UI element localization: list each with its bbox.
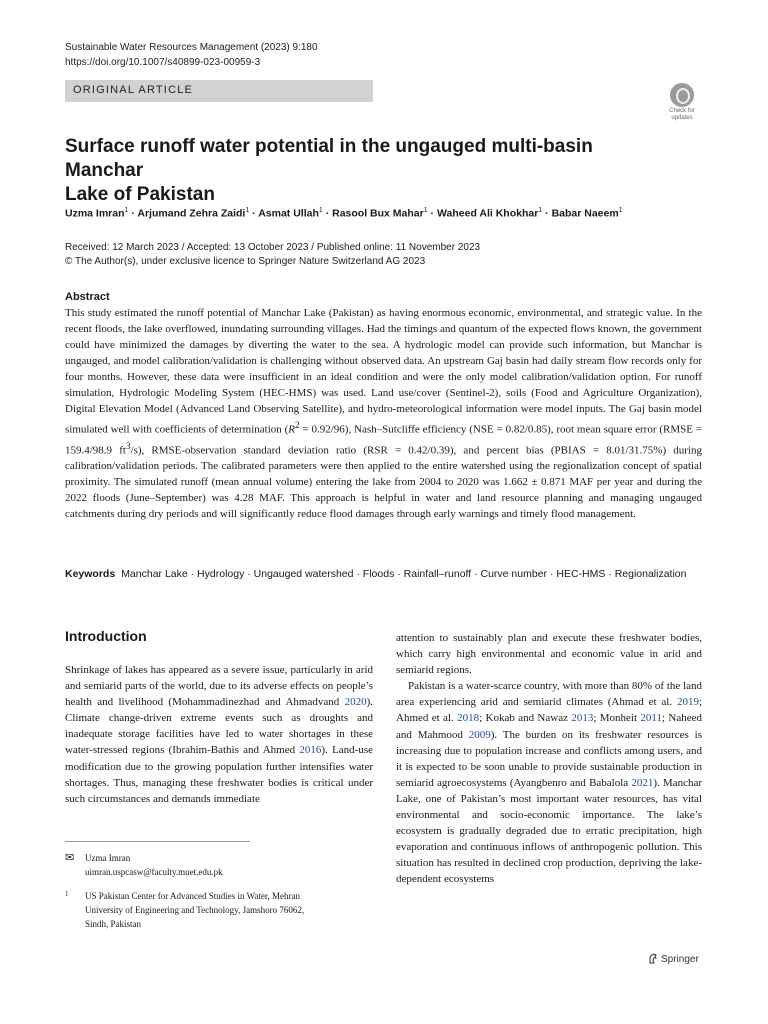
author-name[interactable]: Rasool Bux Mahar [332,207,424,220]
introduction-heading: Introduction [65,628,147,644]
publisher-logo [648,953,699,965]
keywords-label: Keywords [65,568,116,580]
check-for-updates-badge[interactable] [662,83,702,125]
author-affiliation: 1 [124,207,129,214]
affiliation-line: US Pakistan Center for Advanced Studies in Water, Mehran [85,891,300,901]
article-title [65,135,665,207]
footnote-divider [65,841,250,842]
keywords-list: Manchar Lake · Hydrology · Ungauged watershed · Floods · Rainfall–runoff · Curve number · HEC-HMS · Regionalization [121,568,687,580]
citation-link[interactable]: 2019 [676,696,699,709]
citation-link[interactable]: 2020 [344,696,367,709]
author-list: Uzma Imran$^1$ · Arjumand Zehra Zaidi$^1$ · Asmat Ullah$^1$ · Rasool Bux Mahar$^1$ · Waheed Ali Khokhar$^1$ · Babar Naeem$^1$ [65,207,623,220]
intro-paragraph: attention to sustainably plan and execute these freshwater bodies, which carry high environmental and economic value in arid and semiarid regions. [396,632,702,677]
article-type-banner [65,80,373,102]
check-updates-icon [670,83,694,107]
affiliation-line: University of Engineering and Technology, Jamshoro 76062, [85,905,305,915]
article-type-label: ORIGINAL ARTICLE [73,84,194,96]
citation-link[interactable]: 2009 [468,728,491,741]
journal-header [65,40,318,70]
doi-link[interactable]: https://doi.org/10.1007/s40899-023-00959-3 [65,57,261,68]
corresponding-author-email[interactable]: uimran.uspcasw@faculty.muet.edu.pk [85,867,223,877]
author-name[interactable]: Babar Naeem [551,207,619,220]
abstract-text: This study estimated the runoff potential of Manchar Lake (Pakistan) as having enormous economic, environmental, and strategic value. In the recent floods, the lake overflowed, inundating surrounding villages. Had the timings and quantum of the expected flows known, the government could have minimized the damages by diverting the water to the sea. A hydrologic model can provide such information, but Manchar is ungauged, and model calibration/validation is challenging without observed data. An upstream Gaj basin had daily stream flow records only for four months. However, these data were insufficient in an ideal condition and were the only model calibration/validation option. For runoff simulation, Hydrologic Modeling System (HEC-HMS) was used. Land use/cover (Sentinel-2), soils (Food and Agriculture Organization), Digital Elevation Model (Advanced Land Observing Satellite), and hydro-meteorological information were model inputs. The Gaj basin model simulated well with coefficients of determination $(R^2 = 0.92/96)$, Nash–Sutcliffe efficiency (NSE = 0.82/0.85), root mean square error (RMSE = 159.4/98.9 $ft^3/s$), RMSE-observation standard deviation ratio (RSR = 0.42/0.39), and percent bias (PBIAS = 8.01/31.75%) during calibration/validation periods. The calibrated parameters were then applied to the entire watershed using the regionalization concept of spatial proximity. The simulated runoff (mean annual volume) entering the lake from 2004 to 2020 was 1.662 ± 0.871 MAF per year and during the 2022 floods (June–September) was 4.28 MAF. This approach is helpful in water and land resource planning and managing ungauged catchments during dry periods and will significantly reduce flood damages through early warnings and timely flood management. [65,307,702,521]
publisher-name: Springer [661,954,699,965]
keywords [65,566,702,583]
intro-paragraph: Shrinkage of lakes has appeared as a severe issue, particularly in arid and semiarid parts of the world, due to its adverse effects on people’s health and livelihood (Mohammadinezhad and Ahmadvand 2020). Climate change-driven extreme events such as droughts and inadequate storage facilities have led to water shortages in these water-stressed regions (Ibrahim-Bathis and Ahmed 2016). Land-use modification due to the growing population further intensifies water shortages. Thus, managing these freshwater bodies is critical under such circumstances and demands immediate [65,664,374,805]
corresponding-author-name: Uzma Imran [85,853,131,863]
intro-paragraph: Pakistan is a water-scarce country, with more than 80% of the land area experiencing arid and semiarid climates (Ahmad et al. 2019; Ahmed et al. 2018; Kokab and Nawaz 2013; Monheit 2011; Naheed and Mahmood 2009). The burden on its freshwater resources is increasing due to population increase and conflicts among users, and it is expected to be soon unable to provide sustainable production in semiarid agroecosystems (Ayangbenro and Babalola 2021). Manchar Lake, one of Pakistan’s most important water resources, has vital environmental and socio-economic importance. The lake’s ecosystem is gradually degraded due to erratic precipitation, high evaporation and continuous inflows of anthropogenic pollution. This situation has resulted in declined crop production, depriving the lake-dependent ecosystems [396,680,702,886]
citation-link[interactable]: 2016 [299,744,322,757]
author-name[interactable]: Waheed Ali Khokhar [436,207,539,220]
title-line-1: Surface runoff water potential in the ungauged multi-basin Manchar [65,136,593,181]
author-name[interactable]: Uzma Imran [65,207,125,220]
author-affiliation: 1 [618,207,623,214]
envelope-icon: ✉ [65,852,75,864]
citation-link[interactable]: 2013 [571,712,594,725]
author-affiliation: 1 [245,207,250,214]
citation-link[interactable]: 2021 [631,776,654,789]
author-name[interactable]: Arjumand Zehra Zaidi [137,207,246,220]
author-affiliation: 1 [538,207,543,214]
author-name[interactable]: Asmat Ullah [258,207,319,220]
publication-dates [65,241,480,269]
journal-citation: Sustainable Water Resources Management (2023) 9:180 [65,42,318,53]
affiliation-number: 1 [65,890,69,898]
citation-link[interactable]: 2018 [457,712,480,725]
copyright-line: © The Author(s), under exclusive licence to Springer Nature Switzerland AG 2023 [65,256,426,267]
intro-column-right [396,630,702,888]
dates-line: Received: 12 March 2023 / Accepted: 13 October 2023 / Published online: 11 November 2023 [65,242,481,253]
author-affiliation: 1 [423,207,428,214]
springer-horse-icon [648,953,658,964]
affiliation-line: Sindh, Pakistan [85,919,142,929]
author-affiliation: 1 [318,207,323,214]
citation-link[interactable]: 2011 [640,712,662,725]
title-line-2: Lake of Pakistan [65,184,215,205]
check-updates-text: Check for updates [669,108,695,121]
abstract-heading: Abstract [65,291,110,303]
intro-column-left [65,662,373,807]
